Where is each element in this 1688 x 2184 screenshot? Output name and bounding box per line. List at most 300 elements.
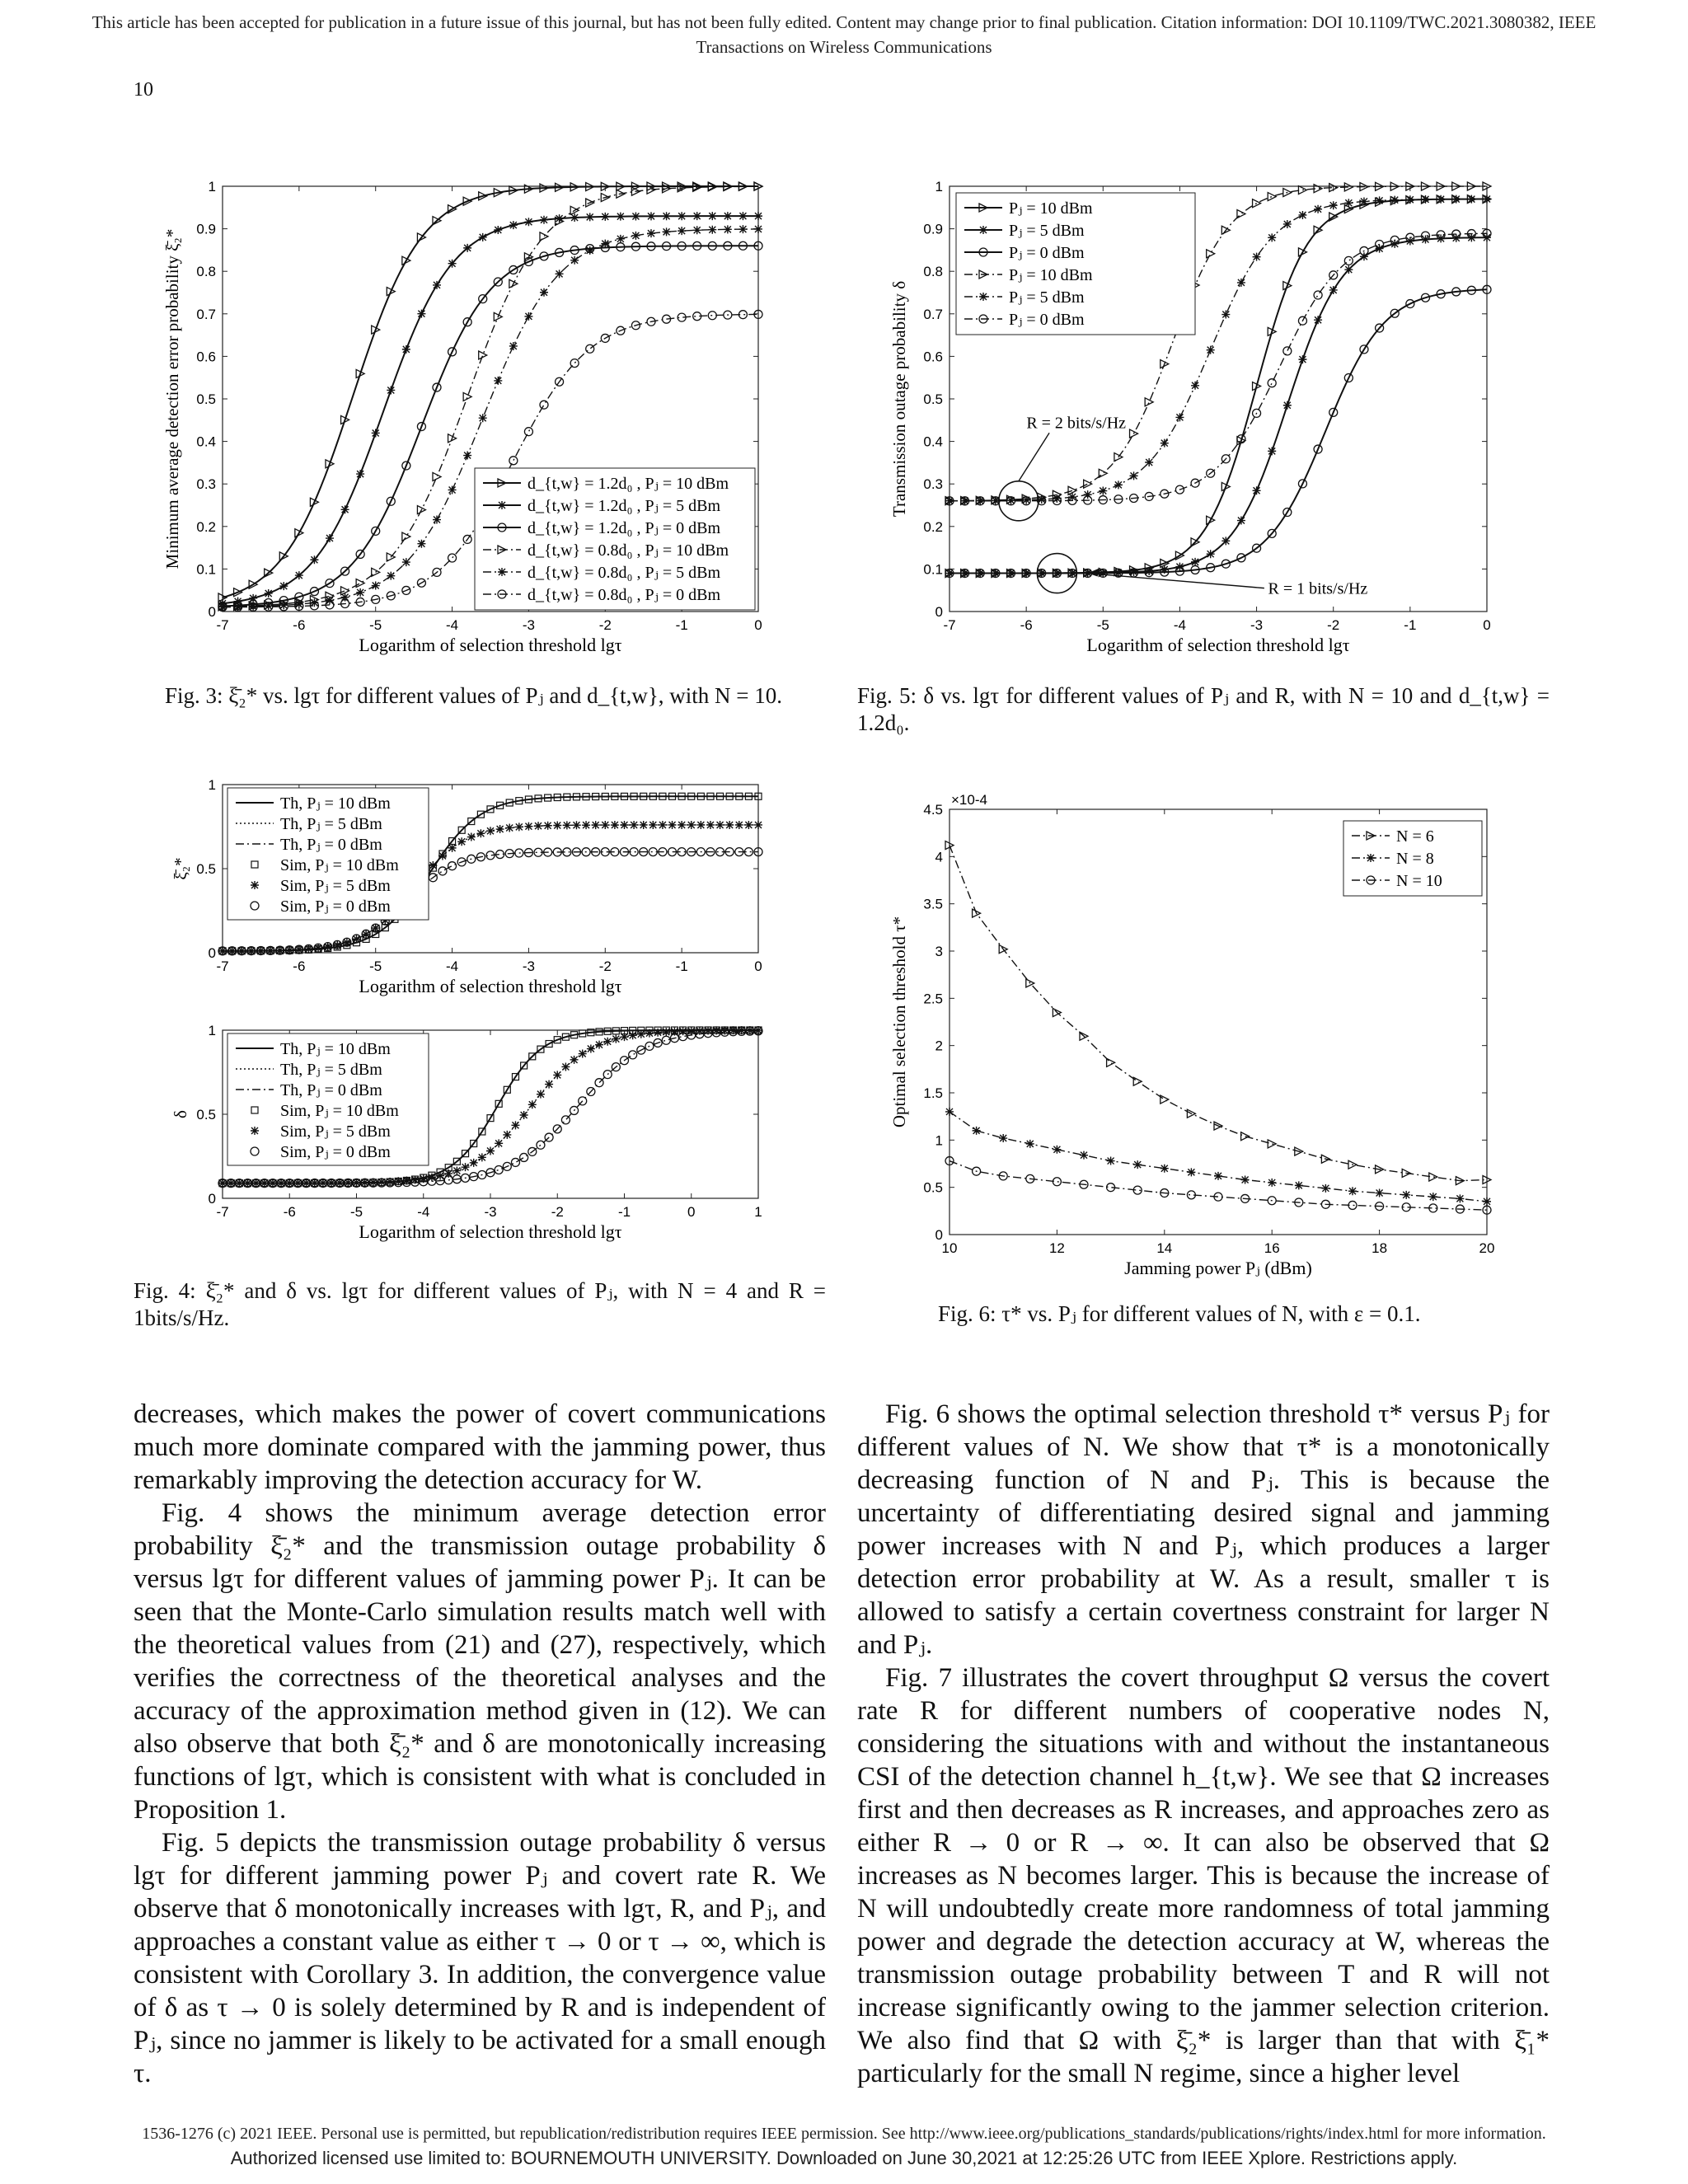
- y-tick-label: 0.5: [196, 1107, 216, 1122]
- series-marker-1: [586, 213, 594, 221]
- series-marker-1: [1026, 1140, 1034, 1148]
- series-marker-4: [678, 227, 686, 235]
- series-marker-4: [1467, 195, 1475, 204]
- series-marker-1: [1107, 1157, 1115, 1165]
- series-marker-4: [1268, 233, 1276, 241]
- legend-marker: [1367, 854, 1375, 862]
- series-marker-4: [534, 822, 542, 830]
- series-marker-4: [503, 1131, 511, 1139]
- series-marker-4: [1390, 196, 1399, 204]
- y-tick-label: 0.8: [196, 264, 216, 280]
- series-marker-4: [637, 1030, 645, 1038]
- caption-fig-5: Fig. 5: δ vs. lgτ for different values of Pⱼ and R, with N = 10 and d_{t,w} = 1.2d₀.: [857, 683, 1550, 735]
- series-marker-1: [1429, 1193, 1437, 1201]
- series-marker-4: [553, 1071, 561, 1079]
- series-marker-4: [1483, 195, 1491, 204]
- series-marker-4: [617, 235, 625, 243]
- legend-label: Pⱼ = 10 dBm: [1009, 199, 1093, 218]
- series-marker-4: [570, 1056, 579, 1064]
- series-marker-1: [601, 213, 609, 221]
- series-marker-4: [528, 1100, 537, 1108]
- series-marker-1: [1268, 1179, 1276, 1187]
- x-tick-label: -2: [1327, 617, 1340, 633]
- x-axis-label: Jamming power Pⱼ (dBm): [1124, 1258, 1312, 1278]
- series-marker-4: [494, 377, 502, 385]
- y-tick-label: 0.1: [196, 561, 216, 578]
- series-marker-4: [470, 1159, 478, 1167]
- series-marker-1: [945, 1108, 954, 1116]
- x-tick-label: -7: [943, 617, 956, 633]
- series-marker-4: [579, 1050, 587, 1058]
- body-left-paragraph-3: Fig. 5 depicts the transmission outage probability δ versus lgτ for different jamming power Pⱼ and covert rate R. We observe that δ monotonically increases with lgτ, R, and Pⱼ, and approaches a constant value as either τ → 0 or τ → ∞, which is consistent with Corollary 3. In addition, the convergence value of δ as τ → 0 is solely determined by R and is independent of Pⱼ, since no jammer is likely to be activated for a small enough τ.: [134, 1828, 826, 2088]
- series-marker-1: [999, 1134, 1007, 1142]
- series-marker-1: [1376, 1189, 1384, 1197]
- series-marker-4: [544, 822, 552, 830]
- series-marker-4: [457, 837, 466, 846]
- x-tick-label: -7: [216, 1204, 229, 1220]
- body-column-right: [857, 1398, 1550, 2090]
- legend-label: Sim, Pⱼ = 0 dBm: [280, 1143, 391, 1161]
- series-marker-4: [708, 226, 716, 234]
- series-marker-4: [1130, 471, 1138, 480]
- x-tick-label: 16: [1264, 1240, 1280, 1256]
- series-marker-4: [570, 256, 579, 265]
- figure-6: [882, 783, 1541, 1294]
- y-tick-label: 2: [935, 1038, 943, 1054]
- legend-marker: [979, 226, 987, 234]
- series-marker-1: [1237, 517, 1245, 525]
- series-marker-4: [429, 861, 437, 869]
- series-marker-1: [1483, 1197, 1491, 1206]
- x-axis-label: Logarithm of selection threshold lgτ: [359, 635, 622, 655]
- legend-label: Pⱼ = 0 dBm: [1009, 244, 1085, 262]
- legend-label: Pⱼ = 5 dBm: [1009, 222, 1085, 240]
- series-marker-4: [1221, 311, 1230, 319]
- series-marker-4: [486, 1147, 495, 1155]
- series-marker-4: [1360, 197, 1368, 205]
- series-marker-4: [524, 823, 532, 831]
- x-tick-label: -4: [446, 958, 459, 974]
- caption-fig-6: Fig. 6: τ* vs. Pⱼ for different values of N, with ε = 0.1.: [938, 1301, 1421, 1326]
- series-marker-1: [754, 212, 762, 220]
- series-marker-1: [433, 281, 441, 289]
- series-marker-4: [582, 821, 590, 829]
- series-marker-4: [716, 821, 724, 829]
- x-tick-label: -5: [369, 958, 382, 974]
- series-marker-4: [629, 1031, 637, 1039]
- x-axis-label: Logarithm of selection threshold lgτ: [359, 976, 622, 996]
- series-marker-4: [1283, 220, 1292, 228]
- series-marker-1: [341, 505, 349, 513]
- legend-label: d_{t,w} = 0.8d₀ , Pⱼ = 5 dBm: [528, 564, 721, 582]
- series-marker-4: [476, 829, 485, 837]
- series-marker-1: [708, 212, 716, 220]
- series-marker-4: [553, 822, 561, 830]
- series-marker-4: [1114, 480, 1123, 489]
- series-marker-4: [511, 1121, 519, 1129]
- legend-label: Th, Pⱼ = 0 dBm: [280, 836, 382, 854]
- x-tick-label: 0: [687, 1204, 696, 1220]
- y-tick-label: 0: [935, 1227, 943, 1243]
- legend-label: Sim, Pⱼ = 5 dBm: [280, 877, 391, 895]
- page-number: 10: [134, 79, 153, 101]
- series-marker-4: [372, 582, 380, 590]
- x-tick-label: -5: [349, 1204, 363, 1220]
- series-marker-4: [540, 288, 548, 297]
- series-marker-4: [561, 1062, 570, 1071]
- series-marker-4: [696, 821, 705, 829]
- series-marker-4: [744, 821, 753, 829]
- series-marker-1: [279, 582, 288, 590]
- x-tick-label: -1: [675, 617, 688, 633]
- body-right-paragraph-2: Fig. 7 illustrates the covert throughput Ω versus the covert rate R for different numbers of cooperative nodes N, considering the situations with and without the instantaneous CSI of the detection channel h_{t,w}. We see that Ω increases first and then decreases as R increases, and approaches zero as either R → 0 or R → ∞. It can also be observed that Ω increases as N becomes larger. This is because the increase of N will undoubtedly create more randomness of total jamming power and degrade the detection accuracy at W, whereas the transmission outage probability between T and R will not increase significantly owing to the jammer selection criterion. We also find that Ω with ξ̄₂* is larger than that with ξ̄₁* particularly for the small N regime, since a higher level: [857, 1663, 1550, 2088]
- y-tick-label: 0.2: [923, 518, 943, 535]
- series-marker-1: [1133, 1160, 1142, 1169]
- series-marker-4: [1160, 439, 1169, 448]
- legend-label: Th, Pⱼ = 0 dBm: [280, 1081, 382, 1099]
- series-marker-4: [630, 821, 638, 829]
- x-tick-label: -7: [216, 958, 229, 974]
- series-marker-1: [1080, 1151, 1088, 1160]
- y-tick-label: 0: [208, 1191, 216, 1207]
- x-tick-label: 18: [1372, 1240, 1388, 1256]
- series-marker-1: [973, 1127, 981, 1135]
- series-marker-1: [540, 216, 548, 224]
- series-marker-4: [1237, 279, 1245, 287]
- series-marker-4: [754, 821, 762, 829]
- series-marker-4: [592, 821, 600, 829]
- series-marker-1: [417, 310, 425, 318]
- series-marker-4: [402, 558, 410, 566]
- y-tick-label: 0.8: [923, 264, 943, 280]
- series-marker-1: [1253, 486, 1261, 494]
- footer-license: Authorized licensed use limited to: BOURNEMOUTH UNIVERSITY. Downloaded on June 30,2021 at 12:25:26 UTC from IEEE Xplore. Restrictions apply.: [230, 2148, 1458, 2168]
- y-tick-label: 0.3: [196, 476, 216, 493]
- x-tick-label: -1: [1404, 617, 1417, 633]
- series-marker-4: [563, 821, 571, 829]
- series-marker-1: [448, 260, 457, 268]
- series-marker-4: [663, 227, 671, 236]
- series-marker-4: [621, 1033, 629, 1041]
- y-tick-label: 0.9: [196, 221, 216, 237]
- series-marker-4: [463, 452, 471, 460]
- series-marker-4: [712, 1026, 720, 1034]
- series-marker-4: [505, 823, 513, 832]
- x-tick-label: -4: [1173, 617, 1186, 633]
- series-marker-1: [1160, 1165, 1169, 1173]
- series-marker-1: [265, 589, 273, 598]
- series-marker-4: [738, 225, 747, 233]
- y-scale-label: ×10-4: [951, 792, 987, 808]
- series-marker-4: [1207, 346, 1215, 354]
- series-marker-1: [326, 534, 334, 542]
- series-marker-1: [1187, 1168, 1195, 1176]
- y-tick-label: 1.5: [923, 1085, 943, 1101]
- series-marker-4: [537, 1090, 545, 1099]
- x-tick-label: 12: [1048, 1240, 1065, 1256]
- x-tick-label: 14: [1156, 1240, 1173, 1256]
- x-tick-label: 0: [754, 958, 762, 974]
- series-marker-4: [725, 821, 734, 829]
- y-tick-label: 0.3: [923, 476, 943, 493]
- series-marker-4: [556, 269, 564, 278]
- figure-3: [153, 173, 780, 668]
- series-marker-4: [1344, 199, 1353, 207]
- series-marker-4: [649, 821, 657, 829]
- series-marker-4: [479, 414, 487, 422]
- series-marker-1: [678, 212, 686, 220]
- series-marker-1: [1214, 1172, 1222, 1180]
- y-axis-label: δ: [171, 1110, 190, 1118]
- series-marker-4: [612, 1035, 620, 1043]
- x-tick-label: 20: [1479, 1240, 1495, 1256]
- y-tick-label: 0.1: [923, 561, 943, 578]
- x-tick-label: -6: [283, 1204, 296, 1220]
- y-tick-label: 3.5: [923, 896, 943, 912]
- series-marker-4: [496, 825, 504, 833]
- series-marker-4: [1452, 195, 1461, 204]
- y-tick-label: 0.5: [923, 1179, 943, 1196]
- series-marker-4: [645, 1029, 654, 1038]
- y-axis-label: Transmission outage probability δ: [889, 280, 909, 518]
- series-marker-4: [515, 823, 523, 831]
- series-marker-1: [524, 218, 532, 226]
- series-marker-1: [1321, 1184, 1329, 1193]
- y-tick-label: 1: [208, 179, 216, 194]
- series-marker-4: [735, 821, 743, 829]
- x-tick-label: -2: [551, 1204, 564, 1220]
- series-marker-4: [1191, 382, 1199, 390]
- x-tick-label: -1: [617, 1204, 631, 1220]
- legend-label: Th, Pⱼ = 10 dBm: [280, 794, 391, 813]
- series-marker-1: [479, 233, 487, 241]
- series-marker-1: [1207, 550, 1215, 558]
- y-tick-label: 0.5: [196, 391, 216, 407]
- figure-4-bottom: [153, 1020, 780, 1251]
- series-marker-4: [693, 226, 701, 234]
- body-left-paragraph-2: Fig. 4 shows the minimum average detection error probability ξ̄₂* and the transmission outage probability δ versus lgτ for different values of jamming power Pⱼ. It can be seen that the Monte-Carlo simulation results match well with the theoretical values from (21) and (27), respectively, which verifies the correctness of the theoretical analyses and the accuracy of the approximation method given in (12). We can also observe that both ξ̄₂* and δ are monotonically increasing functions of lgτ, which is consistent with what is concluded in Proposition 1.: [134, 1498, 826, 1825]
- y-tick-label: 4.5: [923, 802, 943, 818]
- series-marker-1: [663, 212, 671, 220]
- series-marker-4: [659, 821, 667, 829]
- series-marker-4: [1406, 195, 1414, 204]
- y-tick-label: 2.5: [923, 991, 943, 1007]
- y-tick-label: 1: [208, 1023, 216, 1038]
- y-tick-label: 1: [208, 777, 216, 793]
- series-marker-4: [295, 600, 303, 608]
- x-tick-label: -6: [1020, 617, 1033, 633]
- y-tick-label: 0: [935, 604, 943, 620]
- x-tick-label: -7: [216, 617, 229, 633]
- header-line-2: Transactions on Wireless Communications: [696, 37, 992, 57]
- y-tick-label: 4: [935, 849, 943, 865]
- x-tick-label: -5: [1096, 617, 1109, 633]
- series-marker-4: [433, 516, 441, 524]
- series-marker-4: [467, 833, 476, 841]
- y-tick-label: 0.9: [923, 221, 943, 237]
- y-tick-label: 3: [935, 944, 943, 959]
- x-tick-label: 10: [941, 1240, 958, 1256]
- series-marker-1: [1348, 1187, 1357, 1195]
- body-column-left: [134, 1398, 826, 2090]
- series-marker-4: [706, 821, 715, 829]
- series-marker-1: [1314, 316, 1322, 324]
- series-marker-4: [524, 312, 532, 321]
- series-marker-1: [1402, 1191, 1410, 1199]
- y-tick-label: 0.4: [196, 434, 216, 450]
- series-marker-4: [438, 851, 447, 860]
- series-marker-4: [621, 821, 629, 829]
- series-marker-4: [1253, 253, 1261, 261]
- legend-label: d_{t,w} = 0.8d₀ , Pⱼ = 0 dBm: [528, 586, 721, 604]
- series-marker-4: [520, 1111, 528, 1119]
- series-marker-4: [611, 821, 619, 829]
- series-marker-1: [402, 345, 410, 354]
- y-tick-label: 1: [935, 179, 943, 194]
- x-tick-label: -6: [293, 617, 306, 633]
- legend-label: d_{t,w} = 1.2d₀ , Pⱼ = 5 dBm: [528, 497, 721, 515]
- y-tick-label: 0.7: [196, 306, 216, 322]
- legend-label: Th, Pⱼ = 10 dBm: [280, 1040, 391, 1058]
- series-marker-4: [1145, 458, 1153, 466]
- header-line-1: This article has been accepted for publication in a future issue of this journal, but has not been fully edited. Content may change prior to final publication. Citation information: DOI 10.1109/TWC.2021.3080382, IEEE: [91, 12, 1597, 32]
- series-marker-1: [1221, 537, 1230, 545]
- figure-4-top: [153, 775, 780, 1005]
- series-marker-4: [572, 821, 580, 829]
- series-marker-4: [436, 1172, 444, 1180]
- x-tick-label: 0: [754, 617, 762, 633]
- x-tick-label: 0: [1483, 617, 1491, 633]
- caption-fig-3: Fig. 3: ξ̄₂* vs. lgτ for different values of Pⱼ and d_{t,w}, with N = 10.: [165, 683, 783, 708]
- series-marker-1: [1191, 558, 1199, 566]
- series-marker-4: [603, 1038, 612, 1046]
- x-tick-label: -4: [417, 1204, 430, 1220]
- series-marker-4: [1329, 201, 1338, 209]
- series-marker-4: [1175, 413, 1184, 421]
- y-tick-label: 1: [935, 1132, 943, 1149]
- legend-label: Pⱼ = 0 dBm: [1009, 311, 1085, 329]
- series-marker-1: [356, 470, 364, 478]
- series-marker-4: [601, 240, 609, 248]
- annotation-r1: R = 1 bits/s/Hz: [1268, 579, 1368, 598]
- footer-copyright: 1536-1276 (c) 2021 IEEE. Personal use is permitted, but republication/redistribution requires IEEE permission. See http://www.ieee.org/publications_standards/publications/rights/index.html for more information.: [142, 2125, 1546, 2143]
- y-tick-label: 0.6: [923, 349, 943, 365]
- y-axis-label: Optimal selection threshold τ*: [889, 916, 909, 1128]
- legend-label: N = 10: [1396, 872, 1442, 890]
- legend-label: d_{t,w} = 1.2d₀ , Pⱼ = 10 dBm: [528, 475, 729, 493]
- series-marker-4: [356, 588, 364, 597]
- series-marker-1: [647, 212, 655, 220]
- series-marker-4: [387, 572, 395, 580]
- x-tick-label: -3: [522, 617, 535, 633]
- x-axis-label: Logarithm of selection threshold lgτ: [1086, 635, 1350, 655]
- legend-label: Th, Pⱼ = 5 dBm: [280, 1061, 382, 1079]
- y-tick-label: 0.5: [196, 861, 216, 877]
- legend-label: N = 8: [1396, 850, 1434, 868]
- series-marker-4: [495, 1139, 503, 1147]
- series-marker-4: [1376, 196, 1384, 204]
- series-marker-1: [463, 244, 471, 252]
- series-marker-4: [1421, 195, 1429, 204]
- series-marker-1: [494, 226, 502, 234]
- series-marker-4: [662, 1028, 670, 1036]
- body-right-paragraph-1: Fig. 6 shows the optimal selection threshold τ* versus Pⱼ for different values of N. We show that τ* is a monotonically decreasing function of N and Pⱼ. This is because the uncertainty of differentiating desired signal and jamming power increases with N and Pⱼ, which produces a larger detection error probability at W. As a result, smaller τ is allowed to satisfy a certain covertness constraint for larger N and Pⱼ.: [857, 1399, 1550, 1660]
- series-marker-1: [1268, 447, 1276, 455]
- series-marker-1: [310, 555, 318, 564]
- series-marker-1: [1053, 1146, 1061, 1154]
- legend-label: Sim, Pⱼ = 5 dBm: [280, 1122, 391, 1141]
- series-marker-1: [570, 213, 579, 222]
- series-marker-4: [724, 225, 732, 233]
- series-marker-4: [1298, 211, 1306, 219]
- body-left-paragraph-1: decreases, which makes the power of covert communications much more dominate compared with the jamming power, thus remarkably improving the detection accuracy for W.: [134, 1399, 826, 1495]
- x-tick-label: -3: [484, 1204, 497, 1220]
- y-tick-label: 0.6: [196, 349, 216, 365]
- series-marker-4: [687, 821, 696, 829]
- y-tick-label: 0.5: [923, 391, 943, 407]
- annotation-r2: R = 2 bits/s/Hz: [1026, 414, 1127, 433]
- series-marker-4: [452, 1166, 461, 1174]
- series-marker-4: [654, 1029, 662, 1037]
- x-tick-label: -3: [1250, 617, 1264, 633]
- caption-fig-4: Fig. 4: ξ̄₂* and δ vs. lgτ for different values of Pⱼ, with N = 4 and R = 1bits/s/Hz.: [134, 1278, 826, 1330]
- y-tick-label: 0: [208, 945, 216, 961]
- legend-marker: [979, 293, 987, 301]
- series-marker-1: [617, 213, 625, 221]
- series-marker-1: [1241, 1175, 1250, 1183]
- y-tick-label: 0.2: [196, 518, 216, 535]
- series-marker-1: [1295, 1181, 1303, 1189]
- series-marker-4: [754, 225, 762, 233]
- x-tick-label: -2: [598, 958, 612, 974]
- series-marker-1: [1283, 401, 1292, 410]
- series-marker-4: [1437, 195, 1445, 204]
- legend-marker: [251, 881, 259, 889]
- legend-label: d_{t,w} = 0.8d₀ , Pⱼ = 10 dBm: [528, 541, 729, 560]
- x-tick-label: -3: [522, 958, 535, 974]
- legend-label: Pⱼ = 5 dBm: [1009, 288, 1085, 307]
- series-marker-4: [448, 844, 457, 852]
- series-marker-1: [724, 212, 732, 220]
- legend-label: Pⱼ = 10 dBm: [1009, 266, 1093, 284]
- series-marker-4: [509, 342, 518, 350]
- series-marker-4: [486, 827, 495, 835]
- y-axis-label: ξ̄₂*: [171, 857, 190, 880]
- x-tick-label: -5: [369, 617, 382, 633]
- series-marker-1: [1344, 265, 1353, 274]
- series-marker-4: [678, 821, 686, 829]
- legend-label: d_{t,w} = 1.2d₀ , Pⱼ = 0 dBm: [528, 519, 721, 537]
- x-tick-label: -6: [293, 958, 306, 974]
- series-marker-4: [631, 232, 640, 240]
- series-marker-1: [387, 386, 395, 394]
- series-marker-4: [586, 246, 594, 255]
- figure-5: [882, 173, 1541, 668]
- series-marker-4: [595, 1041, 603, 1049]
- series-marker-4: [668, 821, 677, 829]
- y-tick-label: 0.4: [923, 434, 943, 450]
- series-marker-4: [647, 229, 655, 237]
- series-marker-4: [545, 1080, 553, 1089]
- series-marker-4: [448, 485, 457, 494]
- legend-marker: [251, 1127, 259, 1135]
- series-marker-1: [295, 571, 303, 579]
- series-marker-4: [478, 1153, 486, 1161]
- legend-marker: [498, 501, 506, 509]
- series-marker-4: [1099, 487, 1107, 495]
- legend-label: Sim, Pⱼ = 10 dBm: [280, 1102, 399, 1120]
- y-axis-label: Minimum average detection error probability ξ̄₂*: [162, 228, 182, 569]
